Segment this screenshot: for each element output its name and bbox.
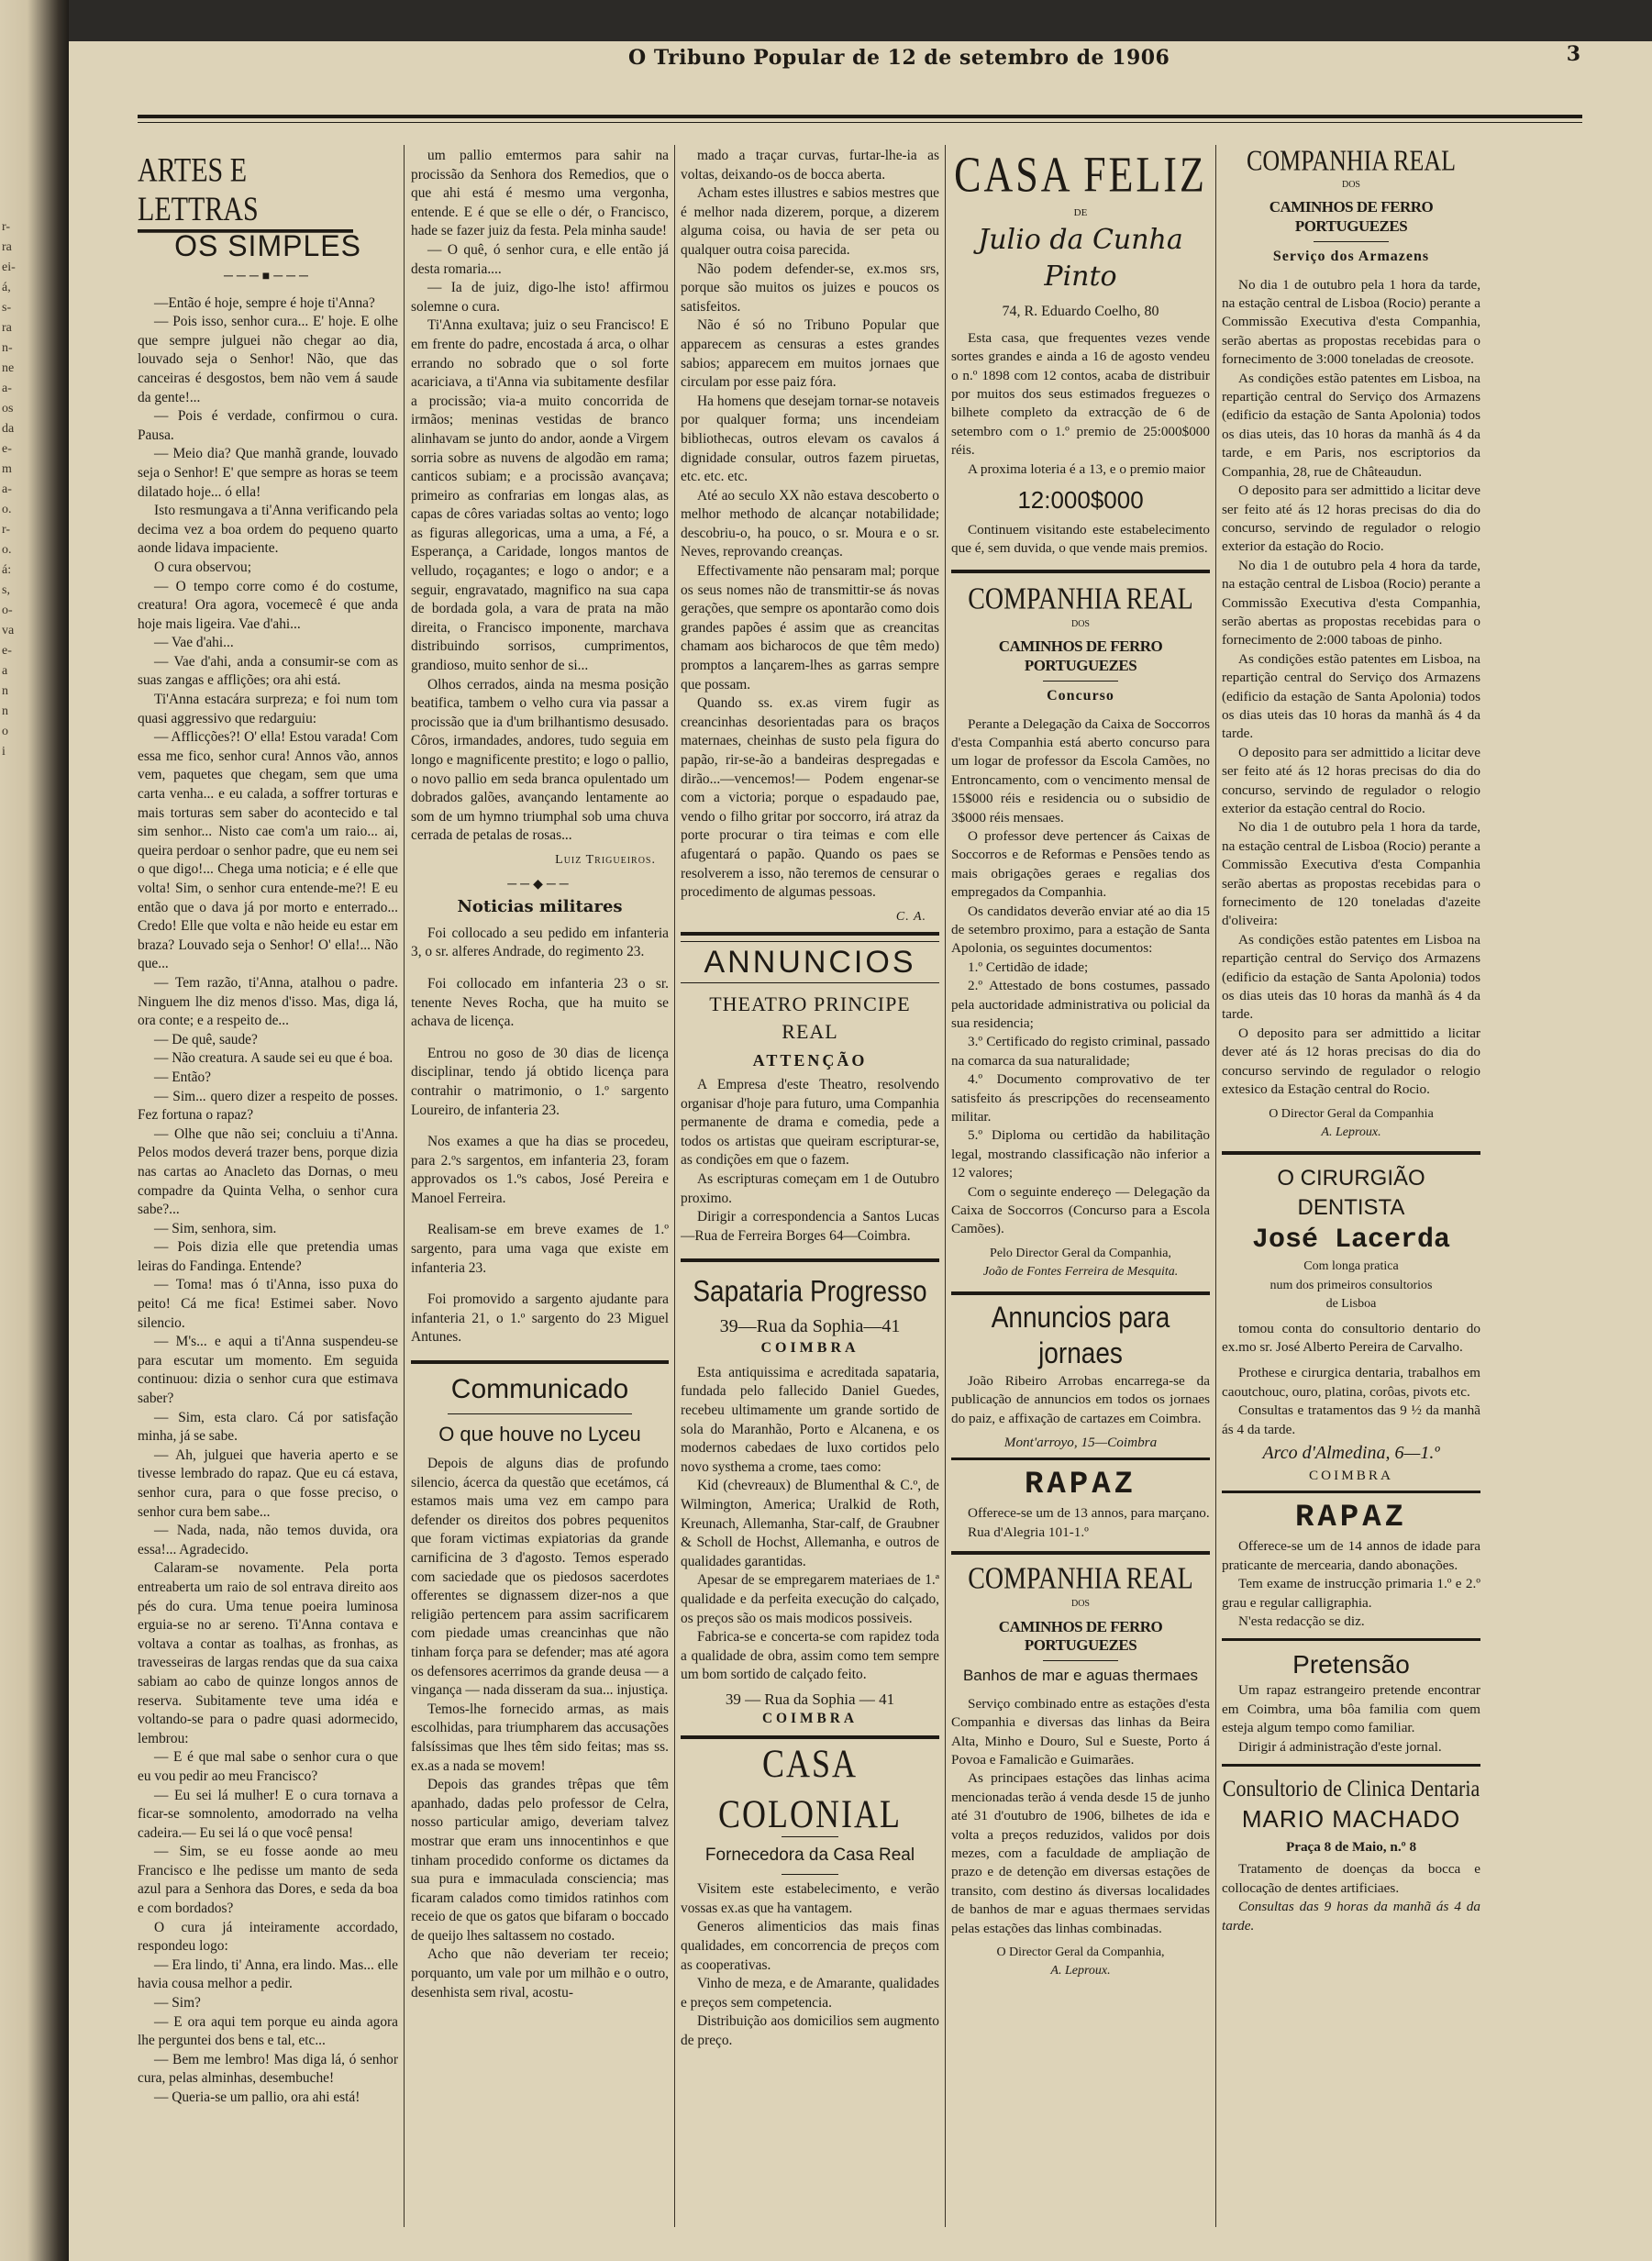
annuncios-header: ANNUNCIOS xyxy=(681,941,939,983)
gutter-fragment: s, xyxy=(2,583,10,597)
military-title: Noticias militares xyxy=(457,897,623,917)
paragraph: — Sim, esta claro. Cá por satisfação minha, já se sabe. xyxy=(138,1409,398,1445)
cr-paragraph: No dia 1 de outubro pela 1 hora da tarde, na estação central de Lisboa (Rocio) perante a Commissão Executiva d'esta Companhia, serão abertas as propostas recebidas para o fornecimento de 3:000 toneladas de creosote. xyxy=(1222,276,1480,368)
cr2-kind: Banhos de mar e aguas thermaes xyxy=(962,1667,1199,1685)
communicado-subtitle: O que houve no Lyceu xyxy=(438,1423,641,1446)
column-divider xyxy=(1215,145,1216,2227)
sapataria-paragraph: Fabrica-se e concerta-se com rapidez toda a qualidade de obra, assim como tem sempre um bom sortido de calçado feito. xyxy=(681,1629,939,1683)
rapaz2-text2: Tem exame de instrucção primaria 1.º e 2.º grau e regular calligraphia. xyxy=(1222,1576,1480,1611)
gutter-fragment: a- xyxy=(2,482,12,496)
cr1-text xyxy=(951,715,1210,1239)
sapataria-title: Sapataria Progresso xyxy=(693,1274,927,1308)
sapataria-address: 39—Rua da Sophia—41 xyxy=(719,1316,901,1337)
cr1-dos: DOS xyxy=(1070,618,1090,629)
sapataria-text xyxy=(681,1364,939,1685)
cr-sign1: O Director Geral da Companhia xyxy=(1269,1106,1434,1121)
gutter-previous-page xyxy=(0,0,69,2261)
cr-paragraph: As condições estão patentes em Lisboa, na repartição central do Serviço dos Armazens (edificio da estação de Santa Apolonia) todos os dias uteis das 10 horas da manhã ás 4 da tarde. xyxy=(1222,650,1480,742)
paragraph: Olhos cerrados, ainda na mesma posição beatifica, tambem o velho cura via passar a procissão que ia d'um brilhantismo desusado. Côros, irmandades, andores, tudo seguia em longo e magnificente prestito; e logo o pallio, o novo pallio em seda branca opulentado um dobrados galões, avançando lentamente ao som de um hymno triumphal sob uma chuva cerrada de petalas de rosas... xyxy=(411,676,669,844)
paragraph: — Tem razão, ti'Anna, atalhou o padre. Ninguem lhe diz menos d'isso. Mas, diga lá, ora conte; e a respeito de... xyxy=(138,974,398,1029)
column-2 xyxy=(411,147,669,2002)
paragraph: Ti'Anna exultava; juiz o seu Francisco! E em frente do padre, encostada á arca, o olhar errando no sobrado que o sol forte acariciava, a ti'Anna via subitamente desfilar a procissão; via-a muito concorrida de irmãos; meninas vestidas de branco alinhavam se junto do andor, aonde a Virgem sorria sobre as nuvens de algodão em rama; canticos subiam; e a procissão avançava; primeiro as confrarias em longas alas, as capas de côres variadas soltas ao vento; logo as figuras allegoricas, uma a uma, a Fé, a Esperança, a Caridade, longos mantos de velludo, roçagantes; e logo o andor; e a seguir, engravatado, magnifico na sua capa de bordada gola, a vara de prata na mão direita, o Francisco imponente, marchava distribuindo sorrisos, cumprimentos, grandioso, muito senhor de si... xyxy=(411,317,669,674)
rapaz2-text3: N'esta redacção se diz. xyxy=(1238,1613,1365,1629)
masthead xyxy=(142,42,1582,73)
column-1 xyxy=(138,151,398,2108)
cr-subtitle: CAMINHOS DE FERRO PORTUGUEZES xyxy=(1269,198,1434,235)
paragraph: mado a traçar curvas, furtar-lhe-ia as voltas, deixando-os de bocca aberta. xyxy=(681,148,939,183)
divider xyxy=(951,1291,1210,1295)
cr-sign2: A. Leproux. xyxy=(1321,1125,1381,1139)
casa-feliz-address: 74, R. Eduardo Coelho, 80 xyxy=(1002,304,1159,320)
sapataria-paragraph: Apesar de se empregarem materiaes de 1.ª qualidade e da perfeita execução do calçado, os preços são os mais modicos possiveis. xyxy=(681,1572,939,1626)
article-author: Luiz Trigueiros. xyxy=(555,852,656,867)
rapaz-title: RAPAZ xyxy=(1024,1468,1137,1503)
gutter-fragment: r- xyxy=(2,220,11,234)
paragraph: — E é que mal sabe o senhor cura o que eu vou pedir ao meu Francisco? xyxy=(138,1749,398,1784)
pretensao-title: Pretensão xyxy=(1292,1650,1410,1679)
gutter-fragment: o. xyxy=(2,543,12,557)
gutter-fragment: i xyxy=(2,745,6,759)
gutter-fragment: o- xyxy=(2,604,13,617)
sapataria-paragraph: Esta antiquissima e acreditada sapataria, fundada pelo fallecido Daniel Guedes, recebeu ultimamente um grande sortido de sola do Maranhão, Porto e Alcanena, e os modernos cabedaes de luxo cortidos pelo novo systhema a crome, taes como: xyxy=(681,1364,939,1475)
ornament-divider: ──◆── xyxy=(507,877,572,892)
theatre-title: THEATRO PRINCIPE REAL xyxy=(709,992,911,1044)
dentist-title: O CIRURGIÃO DENTISTA xyxy=(1277,1166,1425,1221)
rapaz-address: Rua d'Alegria 101-1.º xyxy=(968,1524,1089,1540)
pretensao-text2: Dirigir á administração d'este jornal. xyxy=(1238,1738,1442,1755)
column-5 xyxy=(1222,147,1480,1935)
cr2-title: COMPANHIA REAL xyxy=(968,1561,1193,1597)
cr1-paragraph: 3.º Certificado do registo criminal, passado na comarca da sua naturalidade; xyxy=(951,1034,1210,1069)
colonial-paragraph: Vinho de meza, e de Amarante, qualidades e preços sem competencia. xyxy=(681,1976,939,2011)
theatre-attention: ATTENÇÃO xyxy=(752,1051,868,1070)
dentist-sub2: num dos primeiros consultorios xyxy=(1269,1278,1433,1292)
paragraph: — Era lindo, ti' Anna, era lindo. Mas... elle havia cousa melhor a pedir. xyxy=(138,1956,398,1992)
dentist-address: Arco d'Almedina, 6—1.º xyxy=(1262,1442,1440,1463)
casa-feliz-next: A proxima loteria é a 13, e o premio maior xyxy=(968,460,1205,477)
paragraph: — Pois é verdade, confirmou o cura. Pausa. xyxy=(138,408,398,443)
divider xyxy=(1222,1151,1480,1155)
divider xyxy=(681,932,939,936)
divider xyxy=(951,1551,1210,1555)
communicado-title: Communicado xyxy=(450,1374,629,1405)
colonial-paragraph: Distribuição aos domicilios sem augmento de preço. xyxy=(681,2013,939,2048)
gutter-fragment: ne xyxy=(2,361,15,375)
cr-paragraph: No dia 1 de outubro pela 1 hora da tarde, na estação central de Lisboa (Rocio) perante a Commissão Executiva d'esta Companhia serão abertas as propostas recebidas para o fornecimento de 120 toneladas d'azeite d'oliveira: xyxy=(1222,819,1480,929)
paragraph: — Afflicções?! O' ella! Estou varada! Com essa me fico, senhor cura! Annos vão, annos vem, paquetes que chegam, sem que uma carta venha... e eu calada, a soffrer torturas e mais torturas sem saber do acontecido e tal sim senhor... Nisto cae com'a um raio... ai, queira perdoar o senhor padre, que eu nem sei o que digo!... Chega uma noticia; e é elle que volta! Sim, o senhor cura entende-me?! E eu então que o dava já por morto e enterrado... Credo! Elle que volta e não heide eu estar em braza? Louvado seja o Senhor! O' ella!... Não que... xyxy=(138,729,398,972)
clinica-text: Tratamento de doenças da bocca e collocação de dentes artificiaes. xyxy=(1222,1861,1480,1896)
gutter-fragment: va xyxy=(2,624,15,637)
cr2-sign2: A. Leproux. xyxy=(1050,1964,1111,1978)
cr1-paragraph: 4.º Documento comprovativo de ter satisfeito ás prescripções do recenseamento militar. xyxy=(951,1071,1210,1125)
paragraph: O cura já inteiramente accordado, respondeu logo: xyxy=(138,1919,398,1955)
divider xyxy=(1222,1638,1480,1641)
gutter-fragment: á: xyxy=(2,563,12,577)
cr-paragraph: O deposito para ser admittido a licitar deve ser feito até ás 12 horas precisas do dia do concurso, servindo de regulador o relogio exterior da estação central do Rocio. xyxy=(1222,744,1480,816)
gutter-fragment: o. xyxy=(2,503,12,516)
paragraph: Não podem defender-se, ex.mos srs, porque são muitos os juizes e poucos os satisfeitos. xyxy=(681,260,939,315)
paragraph: — Olhe que não sei; concluiu a ti'Anna. Pelos modos deverá trazer bens, porque dizia nas cartas ao Anacleto das Dornas, o meu compadre da Quinta Velha, o senhor cura sabe?... xyxy=(138,1125,398,1218)
gutter-fragment: m xyxy=(2,462,12,476)
theatre-paragraph: A Empresa d'este Theatro, resolvendo organisar d'hoje para futuro, uma Companhia permanente de drama e comedia, pede a todos os artistas que queiram escripturar-se, as condições em que o fazem. xyxy=(681,1076,939,1169)
dentist-city: COIMBRA xyxy=(1309,1467,1393,1483)
cr1-paragraph: 1.º Certidão de idade; xyxy=(968,959,1089,975)
masthead-rule-thin xyxy=(138,122,1582,123)
column-3 xyxy=(681,147,939,2051)
gutter-fragment: s- xyxy=(2,301,12,315)
gutter-fragment: ra xyxy=(2,321,12,335)
dentist-sub1: Com longa pratica xyxy=(1303,1259,1399,1274)
dentist-text: tomou conta do consultorio dentario do ex.mo sr. José Alberto Pereira de Carvalho. xyxy=(1222,1320,1480,1355)
paragraph: — O quê, ó senhor cura, e elle então já desta romaria.... xyxy=(411,241,669,277)
ornament-divider: ───■─── xyxy=(224,270,312,283)
divider xyxy=(1222,1491,1480,1493)
paragraph: — Vae d'ahi, anda a consumir-se com as suas zangas e afflições; ora ahi está. xyxy=(138,653,398,689)
communicado-body-continued xyxy=(681,147,939,903)
paragraph: Calaram-se novamente. Pela porta entreaberta um raio de sol entrava direito aos pés do cura. Uma tenue poeira luminosa erguia-se no ar sereno. Ti'Anna contava e voltava a contar as toalhas, as fronhas, as travesseiras de largas rendas que da sua caixa sabiam ao cabo de quinze longos annos de reserva. Subitamente teve uma idéa e voltando-se para o padre quasi adormecido, lembrou: xyxy=(138,1560,398,1746)
paragraph: Até ao seculo XX não estava descoberto o melhor methodo de alcançar notabilidade; descobriu-o, ha pouco, o sr. Moura e o sr. Neves, reprovando creanças. xyxy=(681,487,939,560)
rapaz2-title: RAPAZ xyxy=(1294,1501,1408,1536)
dentist-text3: Consultas e tratamentos das 9 ½ da manhã ás 4 da tarde. xyxy=(1222,1402,1480,1437)
paragraph: — Não creatura. A saude sei eu que é boa. xyxy=(154,1050,394,1067)
cr1-paragraph: Com o seguinte endereço — Delegação da Caixa de Soccorros (Concurso para a Escola Camões). xyxy=(951,1183,1210,1237)
gutter-fragment: a xyxy=(2,664,8,678)
gutter-fragment: r- xyxy=(2,523,11,537)
military-item: Entrou no goso de 30 dias de licença disciplinar, tendo já obtido licença para contrahir o matrimonio, o 1.º sargento Loureiro, de infanteria 23. xyxy=(411,1045,669,1118)
cr-paragraph: As condições estão patentes em Lisboa na repartição central do Serviço dos Armazens (edificio da estação de Santa Apolonia) todos os dias uteis das 10 horas da manhã ás 4 da tarde. xyxy=(1222,931,1480,1023)
cr1-paragraph: Os candidatos deverão enviar até ao dia 15 de setembro proximo, para a estação de Santa Apolonia, os seguintes documentos: xyxy=(951,903,1210,957)
military-item: Foi collocado a seu pedido em infanteria 3, o sr. alferes Andrade, do regimento 23. xyxy=(411,925,669,960)
paragraph: — O tempo corre como é do costume, creatura! Ora agora, vocemecê é que anda hoje mais ligeira. Vae d'ahi... xyxy=(138,578,398,632)
paragraph: Quando ss. ex.as virem fugir as creancinhas desorientadas para os braços maternaes, cheinhas de susto pela figura do papão, rir-se-ão a bandeiras despregadas e dirão...—vencemos!— Podem engenar-se com a victoria; porque o espadaudo pae, vendo o filho gritar por soccorro, irá atraz da porte procurar o tira teimas e com elle afugentará o papão. Quando os paes se resolverem a isso, não teremos de censurar o procedimento de algumas pessoas. xyxy=(681,695,939,901)
cr-paragraph: O deposito para ser admittido a licitar dever até ás 12 horas precisas do dia do concurso servindo de regulador o relogio extesico da Estação central do Rocio. xyxy=(1222,1025,1480,1098)
divider xyxy=(448,1413,632,1414)
theatre-paragraph: Dirigir a correspondencia a Santos Lucas—Rua de Ferreira Borges 64—Coimbra. xyxy=(681,1209,939,1244)
cr1-paragraph: Perante a Delegação da Caixa de Soccorros d'esta Companhia está aberto concurso para um logar de professor da Escola Camões, no Entroncamento, com o vencimento mensal de 15$000 réis e residencia ou o subsidio de 3$000 réis mensaes. xyxy=(951,715,1210,826)
pretensao-text: Um rapaz estrangeiro pretende encontrar em Coimbra, uma bôa familia com quem esteja algum tempo como familiar. xyxy=(1222,1682,1480,1736)
military-item: Realisam-se em breve exames de 1.º sargento, para uma vaga que existe em infanteria 23. xyxy=(411,1222,669,1276)
divider xyxy=(782,1874,838,1875)
cr1-subtitle: CAMINHOS DE FERRO PORTUGUEZES xyxy=(998,637,1163,674)
paragraph: — Pois isso, senhor cura... E' hoje. E olhe que sempre julguei não chegar ao dia, louvado seja o Senhor! Não, que das canceiras é desgostos, bem não vem á saude da gente!... xyxy=(138,314,398,405)
cr-paragraph: O deposito para ser admittido a licitar deve ser feito até ás 12 horas precisas do dia do concurso, servindo de regulador o relogio exterior da estação do Rocio. xyxy=(1222,482,1480,555)
cr-title: COMPANHIA REAL xyxy=(1246,147,1457,177)
paragraph: — Meio dia? Que manhã grande, louvado seja o Senhor! E' que sempre as horas se teem dilatado hoje... ó ella! xyxy=(138,446,398,500)
cr1-sign1: Pelo Director Geral da Companhia, xyxy=(990,1246,1171,1260)
paragraph: — Vae d'ahi... xyxy=(154,635,234,651)
paragraph: — Sim, senhora, sim. xyxy=(154,1220,277,1236)
paragraph: um pallio emtermos para sahir na procissão da Senhora dos Remedios, que o que ahi está é mesmo uma vergonha, entende. E é que se elle o dér, o Francisco, hade se fazer juiz da festa. Pela minha saude! xyxy=(411,148,669,239)
section-header: ARTES E LETTRAS xyxy=(138,151,353,233)
paragraph: Temos-lhe fornecido armas, as mais escolhidas, para triumpharem das accusações falsíssimas que lhes têm sido feitas; mas ss. ex.as a nada se movem! xyxy=(411,1701,669,1774)
paragraph: Ti'Anna estacára surpreza; e foi num tom quasi aggressivo que redarguiu: xyxy=(138,692,398,726)
gutter-fragment: ei- xyxy=(2,260,16,274)
gutter-fragment: o xyxy=(2,725,8,738)
paragraph: — De quê, saude? xyxy=(154,1031,258,1047)
paragraph: —Então é hoje, sempre é hoje ti'Anna? xyxy=(154,294,375,311)
rapaz-text: Offerece-se um de 13 annos, para marçano. xyxy=(968,1505,1210,1522)
casa-feliz-de: DE xyxy=(1073,207,1088,218)
communicado-author: C. A. xyxy=(895,909,926,924)
gutter-fragment: n xyxy=(2,704,8,718)
paragraph: — Toma! mas ó ti'Anna, isso puxa do peito! Cá me fica! Estimei saber. Novo silencio. xyxy=(138,1277,398,1331)
column-divider xyxy=(945,145,946,2227)
theatre-paragraph: As escripturas começam em 1 de Outubro proximo. xyxy=(681,1170,939,1206)
divider xyxy=(1222,1764,1480,1767)
annuncios-jornaes-text: João Ribeiro Arrobas encarrega-se da publicação de annuncios em todos os jornaes do paiz, e affixação de cartazes em Coimbra. xyxy=(951,1372,1210,1426)
divider xyxy=(1314,241,1389,242)
colonial-title: CASA COLONIAL xyxy=(718,1741,902,1836)
masthead-rule xyxy=(138,115,1582,118)
colonial-paragraph: Generos alimenticios das mais finas qualidades, em concorrencia de preços com as cooperativas. xyxy=(681,1919,939,1973)
paragraph: — Ia de juiz, digo-lhe isto! affirmou solemne o cura. xyxy=(411,280,669,315)
military-item: Foi promovido a sargento ajudante para infanteria 21, o 1.º sargento do 23 Miguel Antunes. xyxy=(411,1291,669,1346)
paragraph: — M's... e aqui a ti'Anna suspendeu-se para escutar um momento. Em seguida continuou: dizia o senhor cura que estimava saber? xyxy=(138,1334,398,1407)
paragraph: — Sim? xyxy=(154,1995,201,2012)
cr-kind: Serviço dos Armazens xyxy=(1272,249,1430,265)
dentist-name: José Lacerda xyxy=(1251,1225,1451,1257)
military-item: Foi collocado em infanteria 23 o sr. tenente Neves Rocha, que ha muito se achava de licença. xyxy=(411,975,669,1030)
paragraph: Isto resmungava a ti'Anna verificando pela decima vez a boa ordem do pequeno quarto aonde lidava impaciente. xyxy=(138,503,398,557)
paragraph: — Então? xyxy=(154,1069,211,1085)
paragraph: — Ah, julguei que haveria aperto e se tivesse lembrado do rapaz. Que eu cá estava, senhor cura, para o que fosse preciso, o senhor cura bem sabe... xyxy=(138,1446,398,1520)
cr2-paragraph: As principaes estações das linhas acima mencionadas terão á venda desde 15 de junho até 31 d'outubro de 1906, bilhetes de ida e volta a preços reduzidos, validos por dois mezes, com a faculdade de ampliação de prazo e de detenção em diversas estações de transito, com destino ás diversas localidades de banhos de mar e aguas thermaes servidas pelas estações das linhas combinadas. xyxy=(951,1770,1210,1936)
paragraph: — Sim, se eu fosse aonde ao meu Francisco e lhe pedisse um manto de seda azul para a Senhora das Dores, e seda da boa e com bordados? xyxy=(138,1844,398,1917)
masthead-title: O Tribuno Popular de 12 de setembro de 1906 xyxy=(628,46,1170,70)
paragraph: Effectivamente não pensaram mal; porque os seus nomes não de transmittir-se ás novas gerações, que sempre os apontarão como dois grandes papões é assim que as creancitas chamam aos bicharocos de que têm medo) promptos a lançarem-lhes as garras sempre que possam. xyxy=(681,563,939,693)
cr-paragraph: As condições estão patentes em Lisboa, na repartição central do Serviço dos Armazens (edificio da estação de Santa Apolonia) todos os dias uteis, das 10 horas da manhã ás 4 da tarde, e em Paris, nos escriptorios da Companhia, 28, rue de Châteaudun. xyxy=(1222,370,1480,480)
colonial-paragraph: Visitem este estabelecimento, e verão vossas ex.as que ha vantagem. xyxy=(681,1881,939,1916)
paragraph: — Bem me lembro! Mas diga lá, ó senhor cura, pelas alminhas, desembuche! xyxy=(138,2051,398,2087)
paragraph: Acho que não deveriam ter receio; porquanto, um vale por um milhão e o outro, desenhista sem rival, acostu- xyxy=(411,1946,669,2001)
sapataria-city-footer: COIMBRA xyxy=(761,1710,859,1726)
paragraph: Depois de alguns dias de profundo silencio, ácerca da questão que ecetámos, cá estamos mais uma vez em campo para defender os direitos dos pobres pequenitos que foram victimas expiatorias da grande carnificina de 3 d'agosto. Temos esperado com saciedade que os piedosos sacerdotes offerentes se dignassem dizer-nos a que religião pertencem para assim sacrificarem com piedade umas creancinhas que não tinham força para se defender; mas até agora os defensores acerrimos da grande deusa — a vingança — nada disseram da sua... injustiça. xyxy=(411,1456,669,1699)
colonial-subtitle: Fornecedora da Casa Real xyxy=(704,1845,915,1866)
gutter-fragment: n xyxy=(2,684,8,698)
gutter-fragment: ra xyxy=(2,240,12,254)
gutter-fragment: e- xyxy=(2,644,12,658)
annuncios-jornaes-address: Mont'arroyo, 15—Coimbra xyxy=(1003,1434,1158,1450)
article-body-continued xyxy=(411,147,669,846)
article-title: OS SIMPLES xyxy=(174,229,361,262)
military-news xyxy=(411,925,669,1347)
column-divider xyxy=(404,145,405,2227)
cr-text xyxy=(1222,276,1480,1100)
cr1-paragraph: O professor deve pertencer ás Caixas de Soccorros e de Reformas e Pensões tendo as mais obrigações geraes e regalias dos empregados da Companhia. xyxy=(951,827,1210,901)
paragraph: Ha homens que desejam tornar-se notaveis por qualquer forma; uns incendeiam bibliothecas, outros elevam os cavalos á dignidade consular, outros fazem piruetas, etc. etc. etc. xyxy=(681,393,939,485)
casa-feliz-end: Continuem visitando este estabelecimento que é, sem duvida, o que vende mais premios. xyxy=(951,522,1210,557)
cr1-paragraph: 2.º Attestado de bons costumes, passado pela auctoridade administrativa ou policial da sua residencia; xyxy=(951,978,1210,1031)
paragraph: — Queria-se um pallio, ora ahi está! xyxy=(154,2089,360,2105)
divider xyxy=(1043,681,1118,682)
gutter-fragment: a- xyxy=(2,382,12,395)
gutter-fragment: n- xyxy=(2,341,13,355)
gutter-fragment: e- xyxy=(2,442,12,456)
clinica-title: Consultorio de Clinica Dentaria xyxy=(1222,1775,1480,1801)
paragraph: Depois das grandes trêpas que têm apanhado, dadas pelo professor de Celra, nosso particular amigo, deveriam talvez mostrar que eram uns innocentinhos e que tinham procedido conforme os dictames da sua pura e immaculada consciencia; mas ficaram calados como timidos ratinhos com receio de que os gatos que bifaram o boccado de queijo lhes saltassem no costado. xyxy=(411,1777,669,1944)
paragraph: O cura observou; xyxy=(154,559,251,575)
casa-feliz-title: CASA FELIZ xyxy=(954,147,1207,203)
cr2-sign1: O Director Geral da Companhia, xyxy=(996,1945,1165,1960)
casa-feliz-text: Esta casa, que frequentes vezes vende sortes grandes e ainda a 16 de agosto vendeu o n.º 1898 com 12 contos, acaba de distribuir por muitos dos seus estimados freguezes o bilhete completo da extracção de 6 de setembro com o 1.º premio de 25:000$000 réis. xyxy=(951,329,1210,459)
divider xyxy=(681,1258,939,1262)
cr1-sign2: João de Fontes Ferreira de Mesquita. xyxy=(982,1265,1179,1280)
cr2-text xyxy=(951,1695,1210,1938)
rapaz2-text: Offerece-se um de 14 annos de idade para praticante de mercearia, dando abonações. xyxy=(1222,1538,1480,1573)
colonial-text xyxy=(681,1880,939,2050)
dentist-sub3: de Lisboa xyxy=(1325,1297,1377,1312)
paragraph: — E ora aqui tem porque eu ainda agora lhe perguntei dos bens e tal, etc... xyxy=(138,2013,398,2049)
sapataria-address-footer: 39 — Rua da Sophia — 41 xyxy=(725,1690,895,1708)
sapataria-paragraph: Kid (chevreaux) de Blumenthal & C.º, de Wilmington, America; Uralkid de Roth, Kreunach, Allemanha, Star-calf, de Graubner & Scholl de Hochst, Allemanha, e outros de qualidades garantidas. xyxy=(681,1478,939,1569)
clinica-name: MARIO MACHADO xyxy=(1241,1805,1461,1834)
paragraph: — Pois dizia elle que pretendia umas leiras do Fandinga. Entende? xyxy=(138,1239,398,1274)
cr-paragraph: No dia 1 de outubro pela 4 hora da tarde, na estação central de Lisboa (Rocio) perante a Commissão Executiva d'esta Companhia, serão abertas as propostas recebidas para o fornecimento de 2:000 taboas de pinho. xyxy=(1222,557,1480,648)
clinica-text2: Consultas das 9 horas da manhã ás 4 da tarde. xyxy=(1222,1899,1480,1934)
gutter-fragment: da xyxy=(2,422,15,436)
paragraph: — Sim... quero dizer a respeito de posses. Fez fortuna o rapaz? xyxy=(138,1088,398,1124)
theatre-text xyxy=(681,1076,939,1246)
cr2-subtitle: CAMINHOS DE FERRO PORTUGUEZES xyxy=(998,1617,1163,1654)
article-body xyxy=(138,294,398,2108)
gutter-fragment: os xyxy=(2,402,14,416)
military-item: Nos exames a que ha dias se procedeu, para 2.ºs sargentos, em infanteria 23, foram approvados os 1.ºs cabos, José Pereira e Manoel Ferreira. xyxy=(411,1134,669,1206)
clinica-address: Praça 8 de Maio, n.º 8 xyxy=(1285,1839,1417,1856)
sapataria-city: COIMBRA xyxy=(760,1340,859,1357)
divider xyxy=(951,570,1210,573)
page-number: 3 xyxy=(1566,42,1580,66)
annuncios-jornaes-title: Annuncios para jornaes xyxy=(991,1300,1170,1369)
divider xyxy=(1043,1660,1118,1661)
paragraph: — Eu sei lá mulher! E o cura tornava a ficar-se somnolento, amodorrado na velha cadeira.— Eu sei lá o que você pensa! xyxy=(138,1787,398,1841)
divider xyxy=(411,1360,669,1364)
cr1-kind: Concurso xyxy=(1047,688,1114,704)
casa-feliz-owner: Julio da Cunha Pinto xyxy=(978,224,1183,294)
paragraph: — Nada, nada, não temos duvida, ora essa!... Agradecido. xyxy=(138,1523,398,1557)
dentist-text2: Prothese e cirurgica dentaria, trabalhos em caoutchouc, ouro, platina, corôas, pivots etc. xyxy=(1222,1365,1480,1400)
paragraph: Não é só no Tribuno Popular que apparecem as censuras a estes grandes sabios; apparecem em muitos jornaes que circulam por esse paiz fóra. xyxy=(681,317,939,391)
divider xyxy=(951,1457,1210,1460)
cr-dos: DOS xyxy=(1341,180,1360,190)
paragraph: Acham estes illustres e sabios mestres que é melhor nada dizerem, porque, a dizerem alguma coisa, ou havia de ser peta ou qualquer outra coisa parecida. xyxy=(681,185,939,258)
cr2-dos: DOS xyxy=(1070,1599,1090,1610)
gutter-fragment: á, xyxy=(2,281,11,294)
casa-feliz-prize: 12:000$000 xyxy=(1017,486,1144,515)
column-4 xyxy=(951,147,1210,1981)
column-divider xyxy=(674,145,675,2227)
cr2-paragraph: Serviço combinado entre as estações d'esta Companhia e diversas das linhas da Beira Alta, Minho e Douro, Sul e Sueste, Porto á Povoa e Famalicão e Guimarães. xyxy=(951,1695,1210,1768)
cr1-paragraph: 5.º Diploma ou certidão da habilitação legal, mostrando classificação não inferior a 12 valores; xyxy=(951,1127,1210,1181)
communicado-body xyxy=(411,1455,669,2002)
cr1-title: COMPANHIA REAL xyxy=(968,582,1193,616)
